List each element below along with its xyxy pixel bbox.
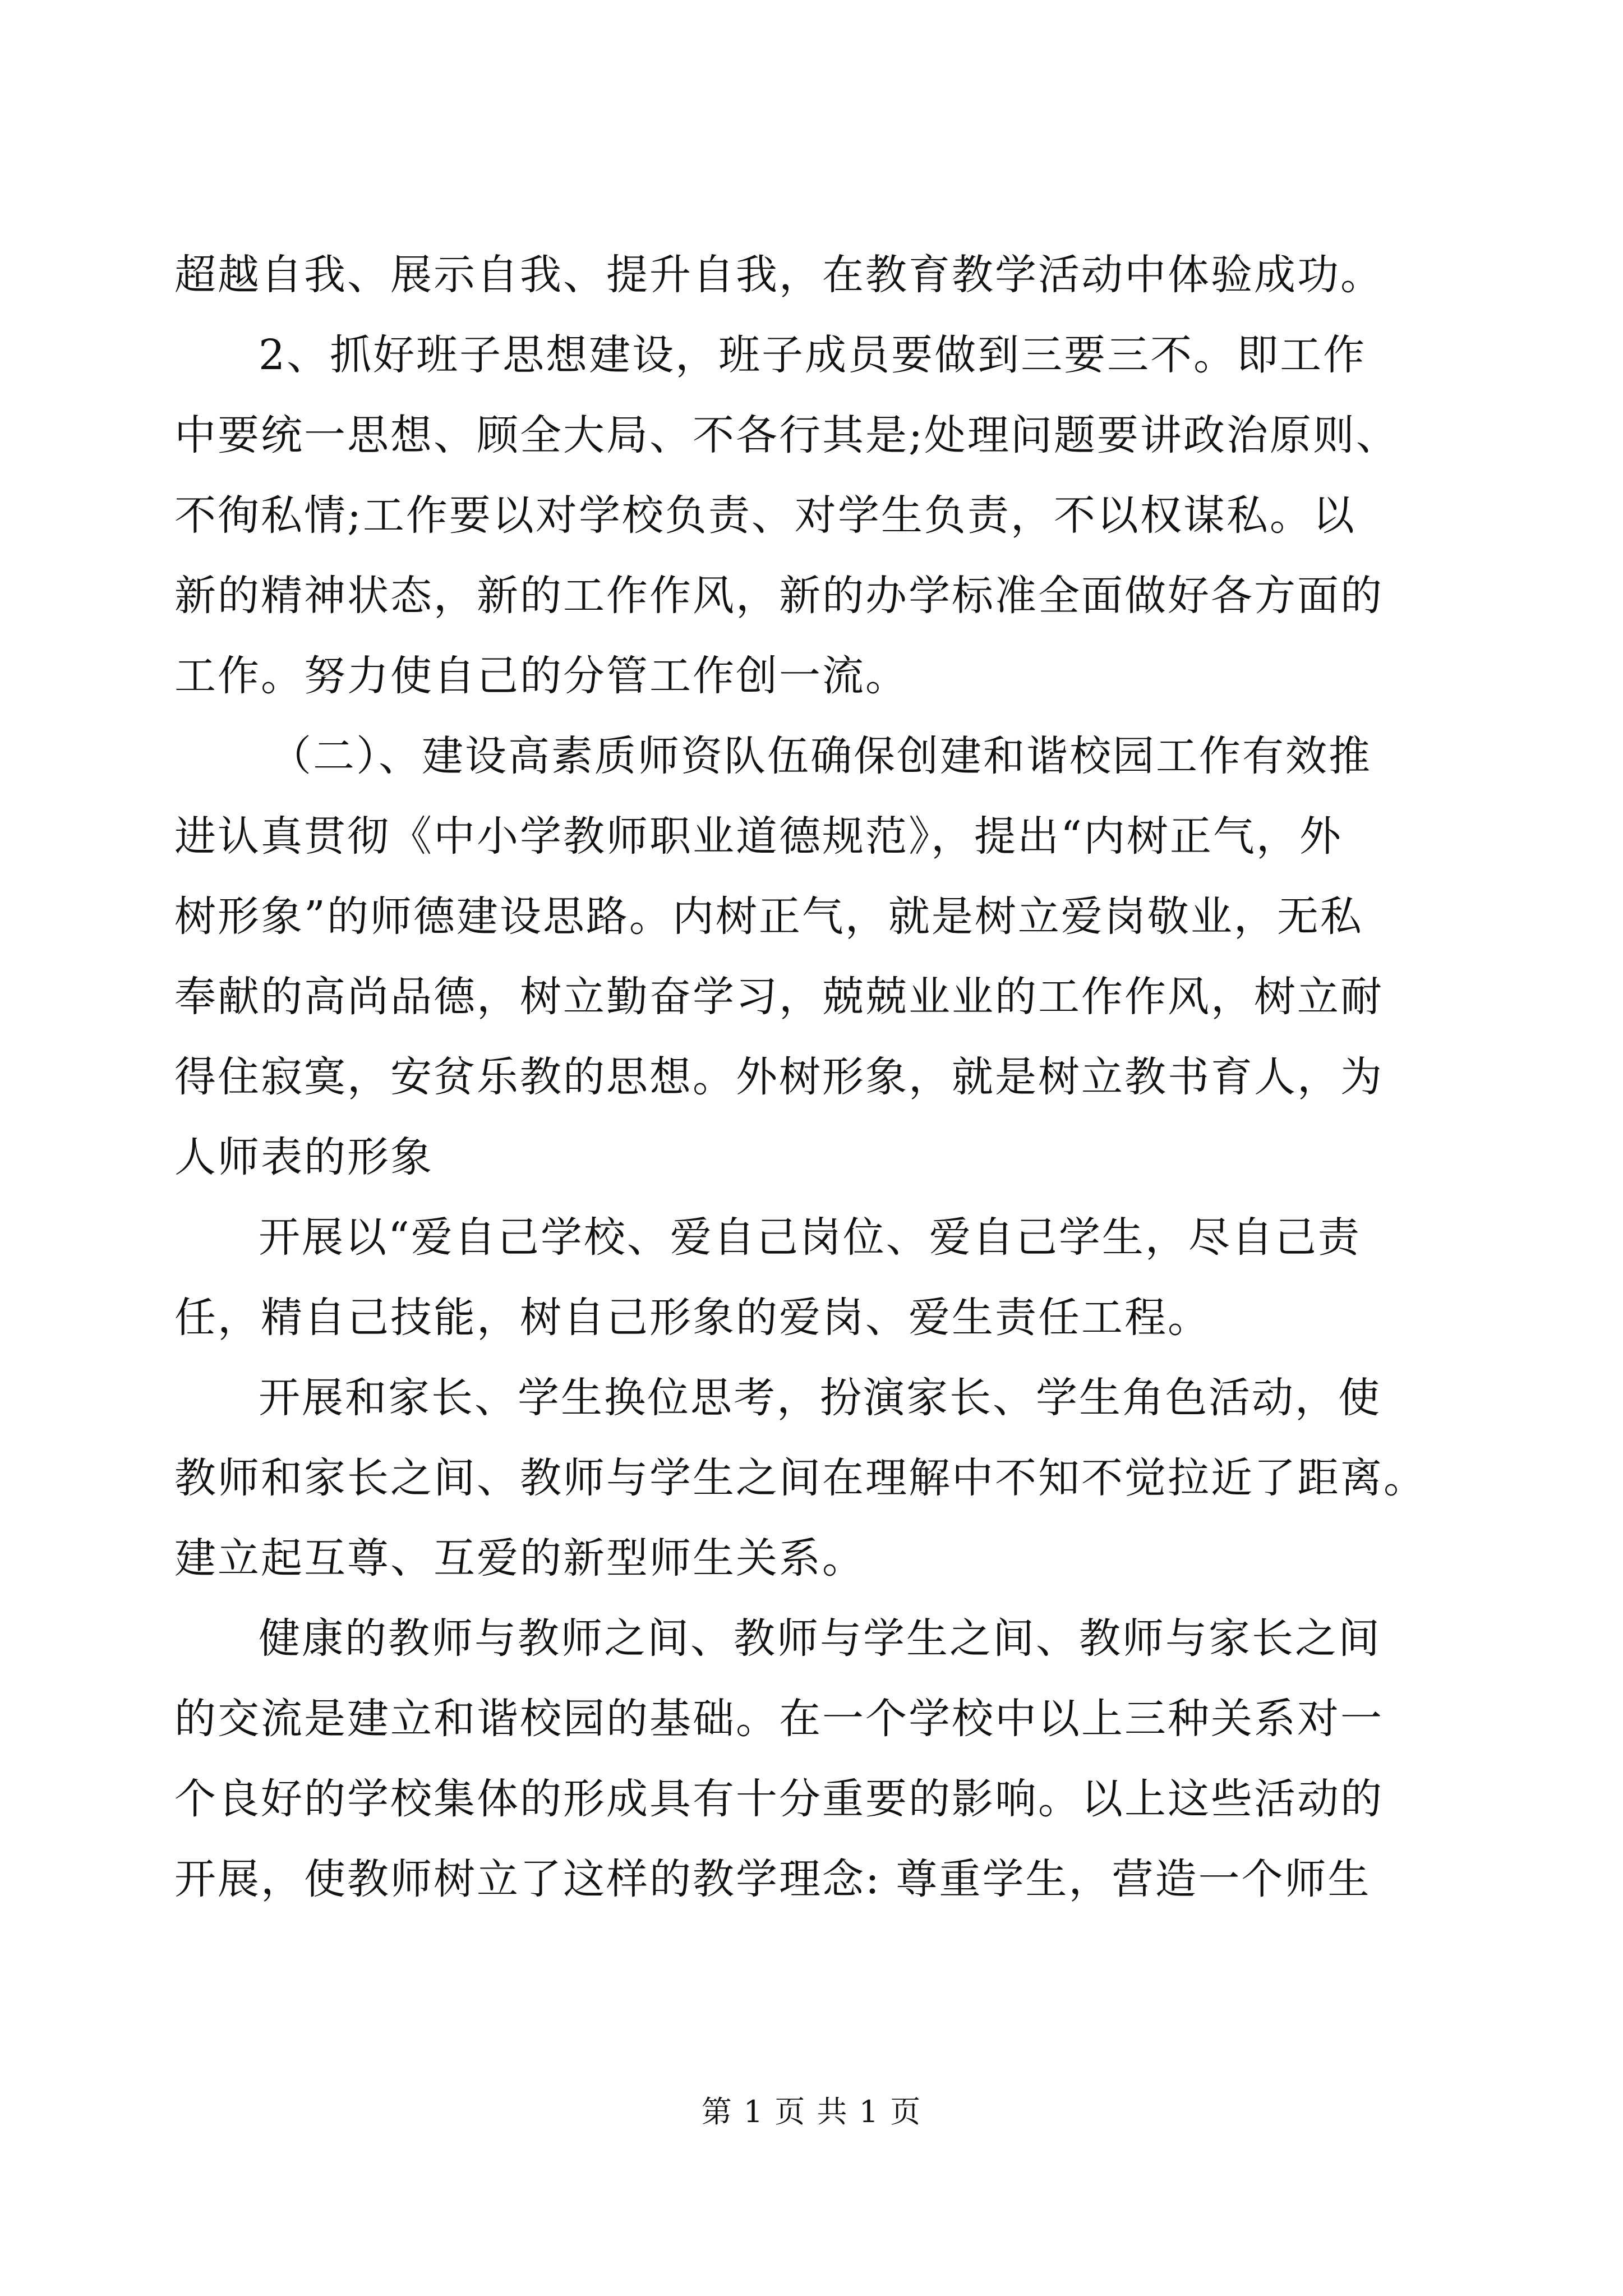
- text-line: 得住寂寞，安贫乐教的思想。外树形象，就是树立教书育人，为: [174, 1053, 1384, 1101]
- text-line: 开展，使教师树立了这样的教学理念: 尊重学生，营造一个师生: [174, 1855, 1371, 1903]
- text-line: （二）、建设高素质师资队伍确保创建和谐校园工作有效推: [270, 732, 1372, 780]
- text-line: 工作。努力使自己的分管工作创一流。: [174, 652, 909, 700]
- text-line: 2、抓好班子思想建设，班子成员要做到三要三不。即工作: [259, 331, 1367, 379]
- text-line: 树形象”的师德建设思路。内树正气，就是树立爱岗敬业，无私: [174, 892, 1363, 941]
- text-line: 健康的教师与教师之间、教师与学生之间、教师与家长之间: [259, 1614, 1381, 1663]
- text-line: 任，精自己技能，树自己形象的爱岗、爱生责任工程。: [174, 1294, 1211, 1342]
- text-line: 开展和家长、学生换位思考，扮演家长、学生角色活动，使: [259, 1374, 1381, 1422]
- text-line: 个良好的学校集体的形成具有十分重要的影响。以上这些活动的: [174, 1775, 1384, 1823]
- text-line: 中要统一思想、顾全大局、不各行其是;处理问题要讲政治原则、: [174, 411, 1399, 459]
- text-line: 不徇私情;工作要以对学校负责、对学生负责，不以权谋私。以: [174, 491, 1356, 540]
- text-line: 新的精神状态，新的工作作风，新的办学标准全面做好各方面的: [174, 572, 1384, 620]
- text-line: 人师表的形象: [174, 1133, 434, 1181]
- text-line: 的交流是建立和谐校园的基础。在一个学校中以上三种关系对一: [174, 1695, 1384, 1743]
- text-line: 超越自我、展示自我、提升自我，在教育教学活动中体验成功。: [174, 251, 1384, 299]
- text-line: 教师和家长之间、教师与学生之间在理解中不知不觉拉近了距离。: [174, 1454, 1427, 1502]
- text-line: 进认真贯彻《中小学教师职业道德规范》，提出“内树正气，外: [174, 812, 1343, 861]
- text-line: 建立起互尊、互爱的新型师生关系。: [174, 1534, 865, 1582]
- page-footer: 第 1 页 共 1 页: [701, 2094, 922, 2129]
- text-line: 开展以“爱自己学校、爱自己岗位、爱自己学生，尽自己责: [259, 1213, 1361, 1262]
- text-line: 奉献的高尚品德，树立勤奋学习，兢兢业业的工作作风，树立耐: [174, 973, 1384, 1021]
